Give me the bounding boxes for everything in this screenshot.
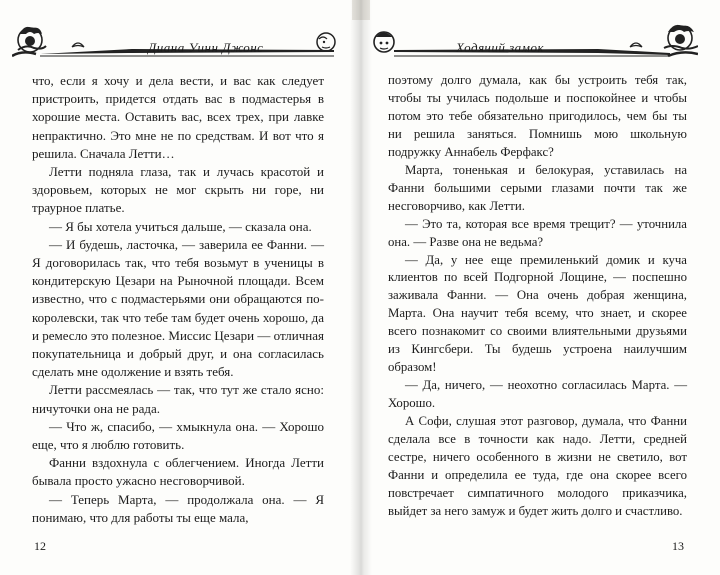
left-running-header [12,20,342,60]
right-face-emblem [374,32,394,52]
running-title-book: Ходячий замок [456,40,545,55]
spine-shadow-top [352,0,370,20]
paragraph: поэтому долго думала, как бы устроить тебя так, чтобы ты училась подольше и поспокойнее и чтобы потом это тебе обязательно пригодилось, чем бы ты ни решила заняться. Помнишь мою школьную подружку Аннабель Ферфакс? [388,73,687,159]
paragraph: что, если я хочу и дела вести, и вас как следует пристроить, придется отдать вас в подмастерья в хорошие места. Оставить вас, всех трех, при лавке непрактично. Это мне не по средствам. И вот что я решила. Сначала Летти… [32,73,324,161]
paragraph: А Софи, слушая этот разговор, думала, что Фанни сделала все в точности как надо. Летти, средней сестре, ничего особенного в жизни не светило, вот Фанни и определила ее туда, где она скорее всего повстречает симпатичного молодого приказчика, выйдет за него замуж и будет жить долго и счастливо. [388,414,687,518]
paragraph: — Я бы хотела учиться дальше, — сказала она. [49,218,312,234]
right-page-text [388,72,687,521]
paragraph: Летти подняла глаза, так и лучась красотой и здоровьем, которых не мог скрыть ни горе, ни траурное платье. [32,164,324,216]
paragraph: — Да, у нее еще премиленький домик и куча клиентов по всей Подгорной Лощине, — поспешно заживала Фанни. — Она очень добрая женщина, Марта. Она научит тебя всему, что знает, и скорее всего познакомит со своими влиятельными друзьями из Кингсбери. Ты будешь устроена наилучшим образом! [388,252,687,375]
right-running-header [368,20,698,60]
paragraph: Летти рассмеялась — так, что тут же стало ясно: ничуточки она не рада. [32,382,324,416]
paragraph: — Это та, которая все время трещит? — уточнила она. — Разве она не ведьма? [388,216,687,249]
paragraph: Марта, тоненькая и белокурая, уставилась на Фанни большими серыми глазами почти так же несговорчиво, как Летти. [388,162,687,213]
paragraph: Фанни вздохнула с облегчением. Иногда Летти бывала просто ужасно несговорчивой. [32,455,324,489]
left-page [0,0,358,575]
left-page-text [32,72,324,527]
running-title-author: Диана Уинн Джонс [148,40,264,55]
paragraph: — Теперь Марта, — продолжала она. — Я понимаю, что для работы ты еще мала, [32,491,324,525]
paragraph: — Что ж, спасибо, — хмыкнула она. — Хорошо еще, что я люблю готовить. [32,418,324,453]
paragraph: — Да, ничего, — неохотно согласилась Марта. — Хорошо. [388,378,687,411]
right-page [358,0,720,575]
left-figure-emblem [12,27,46,56]
left-page-number: 12 [34,539,46,553]
right-figure-emblem [664,25,698,56]
left-face-emblem [317,33,335,51]
paragraph: — И будешь, ласточка, — заверила ее Фанни. — Я договорилась так, что тебя возьмут в ученицы в кондитерскую Цезари на Рыночной площади. Всем известно, что с подмастерьями они обращаются по-королевски, так что тебе там будет очень хорошо, да и ремесло это полезное. Миссис Цезари — отличная покупательница и добрый друг, и она согласилась сделать мне одолжение и взять тебя. [32,236,324,380]
right-page-number: 13 [672,539,684,553]
